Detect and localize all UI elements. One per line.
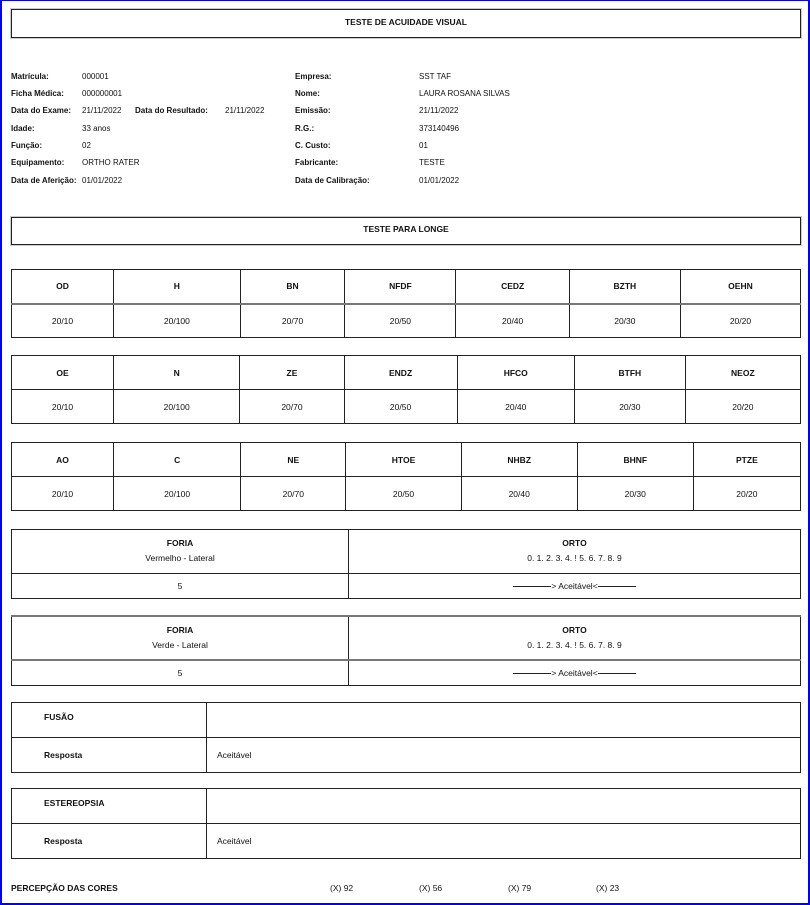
acuity-header-cell: C: [114, 443, 241, 477]
acuity-value-row: [12, 390, 801, 424]
arrow-line-left: [513, 586, 551, 587]
acuity-value-cell: 20/50: [346, 477, 461, 511]
orto-scale: 0. 1. 2. 3. 4. ! 5. 6. 7. 8. 9: [527, 640, 622, 650]
acuity-header-row: [12, 270, 801, 304]
acuity-value-cell: 20/30: [569, 304, 680, 338]
acuity-header-cell: PTZE: [693, 443, 800, 477]
acuity-header-cell: N: [114, 356, 240, 390]
acuity-header-cell: OEHN: [680, 270, 800, 304]
acuity-header-cell: BZTH: [569, 270, 680, 304]
estereopsia-table: [11, 788, 801, 859]
estereopsia-empty-cell: [207, 789, 801, 824]
acuity-value-cell: 20/70: [240, 304, 345, 338]
longe-title: TESTE PARA LONGE: [363, 224, 449, 234]
percepcao-cores-title: PERCEPÇÃO DAS CORES: [11, 883, 118, 893]
acuity-header-cell: NFDF: [345, 270, 456, 304]
acuity-value-cell: 20/50: [344, 390, 457, 424]
orto-title: ORTO: [562, 538, 587, 548]
foria-header-row: [12, 530, 801, 574]
acuity-header-cell: NHBZ: [461, 443, 577, 477]
acuity-value-cell: 20/40: [461, 477, 577, 511]
foria-header-cell: [12, 530, 349, 574]
acuity-header-cell: BHNF: [577, 443, 693, 477]
acuity-table-od: [11, 269, 801, 338]
cores-option: (X) 56: [419, 883, 443, 893]
foria-value-row: [12, 574, 801, 599]
acuity-value-cell: 20/10: [12, 304, 114, 338]
orto-header-cell: [349, 616, 801, 660]
foria-title: FORIA: [166, 625, 194, 635]
acuity-header-cell: BN: [240, 270, 345, 304]
orto-title: ORTO: [562, 625, 587, 635]
acuity-header-cell: OD: [12, 270, 114, 304]
foria-value-row: [12, 660, 801, 685]
report-title-box: [11, 9, 801, 38]
foria-subtitle: Vermelho - Lateral: [145, 553, 215, 563]
estereopsia-resposta-row: [12, 824, 801, 859]
acuity-value-cell: 20/20: [680, 304, 800, 338]
orto-header-cell: [349, 530, 801, 574]
fusao-title: FUSÃO: [12, 703, 207, 738]
acuity-value-cell: 20/100: [114, 304, 241, 338]
fusao-resposta-row: [12, 738, 801, 773]
acuity-value-cell: 20/100: [114, 477, 241, 511]
cores-option: (X) 79: [508, 883, 532, 893]
acuity-value-cell: 20/30: [574, 390, 685, 424]
patient-info: Matrícula: 000001 Ficha Médica: 000000001 Data do Exame: 21/11/2022 Data do Resultado: 21/11/2022 Idade: 33 anos Função: 02 Equipamento: ORTHO RATER Data de Aferição: 01/01/2022 Empresa: SST TAF Nome: LAURA ROSANA SILVAS Emissão: 21/11/2022 R.G.: 373140496 C. Custo: 01 Fabricante: TESTE Data de Calibração: 01/01/2022: [11, 72, 510, 185]
arrow-line-left: [513, 673, 551, 674]
acuity-value-cell: 20/70: [241, 477, 346, 511]
arrow-line-right: [598, 586, 636, 587]
acuity-header-cell: NE: [241, 443, 346, 477]
acuity-value-cell: 20/10: [12, 477, 114, 511]
foria-table-verde: [11, 615, 801, 686]
acuity-value-row: [12, 304, 801, 338]
acuity-header-cell: NEOZ: [685, 356, 800, 390]
acuity-header-cell: HFCO: [457, 356, 574, 390]
orto-result-cell: [349, 660, 801, 685]
acuity-header-cell: BTFH: [574, 356, 685, 390]
arrow-line-right: [598, 673, 636, 674]
acuity-value-cell: 20/40: [456, 304, 569, 338]
acuity-value-cell: 20/20: [685, 390, 800, 424]
acuity-header-row: [12, 443, 801, 477]
estereopsia-resposta-value: Aceitável: [207, 824, 801, 859]
acuity-value-cell: 20/30: [577, 477, 693, 511]
acuity-table-ao: [11, 442, 801, 511]
fusao-table: [11, 702, 801, 773]
acuity-value-cell: 20/10: [12, 390, 114, 424]
foria-subtitle: Verde - Lateral: [152, 640, 208, 650]
acuity-value-cell: 20/70: [240, 390, 344, 424]
acuity-header-cell: ENDZ: [344, 356, 457, 390]
report-title: TESTE DE ACUIDADE VISUAL: [344, 17, 467, 27]
percepcao-cores: [11, 883, 801, 895]
acuity-value-cell: 20/20: [693, 477, 800, 511]
orto-result-cell: [349, 574, 801, 599]
estereopsia-header-row: [12, 789, 801, 824]
info-data-resultado-value: 21/11/2022: [225, 106, 265, 115]
foria-header-cell: [12, 616, 349, 660]
fusao-empty-cell: [207, 703, 801, 738]
foria-value: 5: [12, 574, 349, 599]
estereopsia-title: ESTEREOPSIA: [12, 789, 207, 824]
foria-value: 5: [12, 660, 349, 685]
cores-option: (X) 92: [330, 883, 354, 893]
acuity-header-cell: ZE: [240, 356, 344, 390]
fusao-resposta-label: Resposta: [12, 738, 207, 773]
estereopsia-resposta-label: Resposta: [12, 824, 207, 859]
acuity-table-oe: [11, 355, 801, 424]
cores-option: (X) 23: [596, 883, 620, 893]
foria-title: FORIA: [166, 538, 194, 548]
acuity-value-row: [12, 477, 801, 511]
foria-header-row: [12, 616, 801, 660]
acuity-value-cell: 20/40: [457, 390, 574, 424]
info-data-resultado-label: Data do Resultado:: [135, 106, 208, 115]
acuity-header-cell: AO: [12, 443, 114, 477]
fusao-header-row: [12, 703, 801, 738]
acuity-header-row: [12, 356, 801, 390]
orto-result: > Aceitável<: [551, 667, 598, 678]
acuity-header-cell: OE: [12, 356, 114, 390]
acuity-value-cell: 20/50: [345, 304, 456, 338]
fusao-resposta-value: Aceitável: [207, 738, 801, 773]
foria-table-vermelho: [11, 529, 801, 599]
orto-scale: 0. 1. 2. 3. 4. ! 5. 6. 7. 8. 9: [527, 553, 622, 563]
orto-result: > Aceitável<: [551, 581, 598, 591]
acuity-header-cell: H: [114, 270, 241, 304]
longe-title-box: [11, 217, 801, 245]
acuity-header-cell: HTOE: [346, 443, 461, 477]
acuity-value-cell: 20/100: [114, 390, 240, 424]
acuity-header-cell: CEDZ: [456, 270, 569, 304]
